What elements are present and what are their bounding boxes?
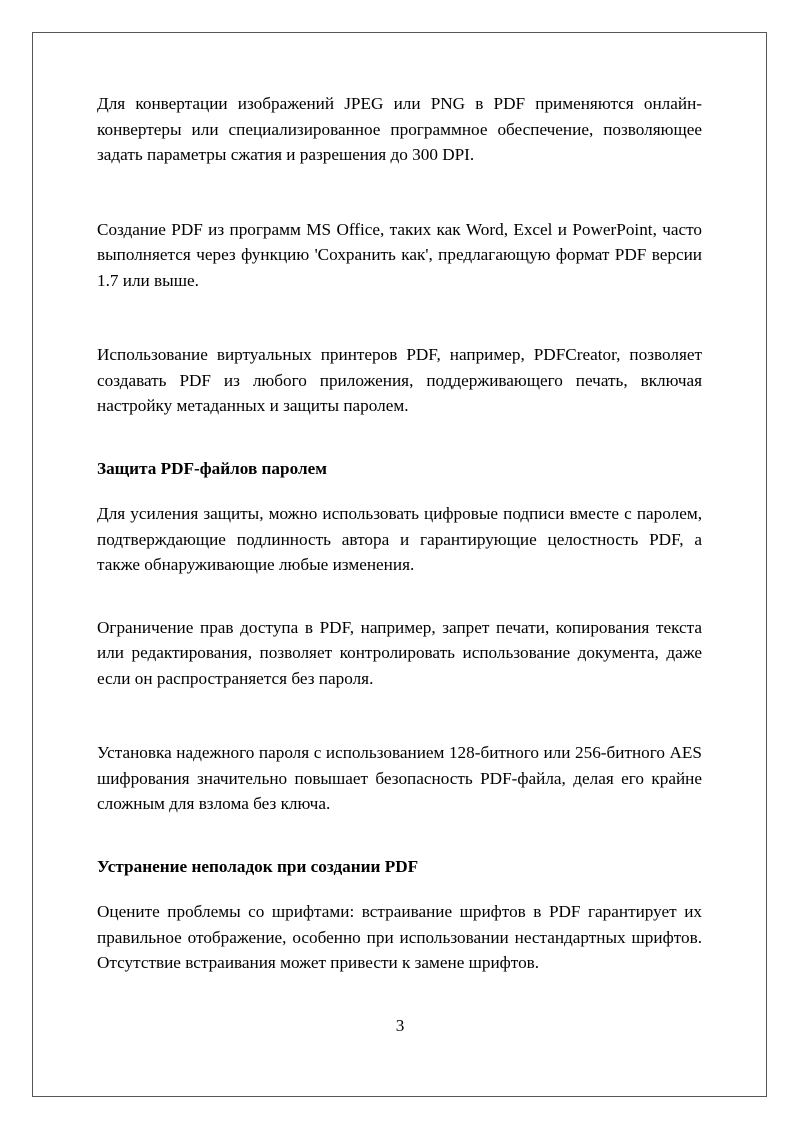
- paragraph-access-rights: Ограничение прав доступа в PDF, например, запрет печати, копирования текста или редактирования, позволяет контролировать использование документа, даже если он распространяется без пароля.: [97, 617, 702, 688]
- paragraph-digital-signatures: Для усиления защиты, можно использовать цифровые подписи вместе с паролем, подтверждающие подлинность автора и гарантирующие целостность PDF, а также обнаруживающие любые изменения.: [97, 504, 702, 574]
- paragraph-virtual-printers: Использование виртуальных принтеров PDF, например, PDFCreator, позволяет создавать PDF из любого приложения, поддерживающего печать, включая настройку метаданных и защиты паролем.: [97, 345, 702, 415]
- paragraph-jpeg-png-conversion: Для конвертации изображений JPEG или PNG в PDF применяются онлайн-конвертеры или специализированное программное обеспечение, позволяющее задать параметры сжатия и разрешения до 300 DPI.: [97, 94, 702, 164]
- document-body: [97, 91, 702, 976]
- paragraph-aes-encryption: Установка надежного пароля с использованием 128-битного или 256-битного AES шифрования значительно повышает безопасность PDF-файла, делая его крайне сложным для взлома без ключа.: [97, 743, 702, 813]
- paragraph-font-problems: Оцените проблемы со шрифтами: встраивание шрифтов в PDF гарантирует их правильное отображение, особенно при использовании нестандартных шрифтов. Отсутствие встраивания может привести к замене шрифтов.: [97, 902, 702, 972]
- page-number: 3: [395, 1016, 405, 1035]
- paragraph-ms-office-pdf: Создание PDF из программ MS Office, таких как Word, Excel и PowerPoint, часто выполняется через функцию 'Сохранить как', предлагающую формат PDF версии 1.7 или выше.: [97, 219, 702, 290]
- section-heading-troubleshooting: Устранение неполадок при создании PDF: [97, 856, 419, 876]
- section-heading-password-protection: Защита PDF-файлов паролем: [97, 458, 327, 478]
